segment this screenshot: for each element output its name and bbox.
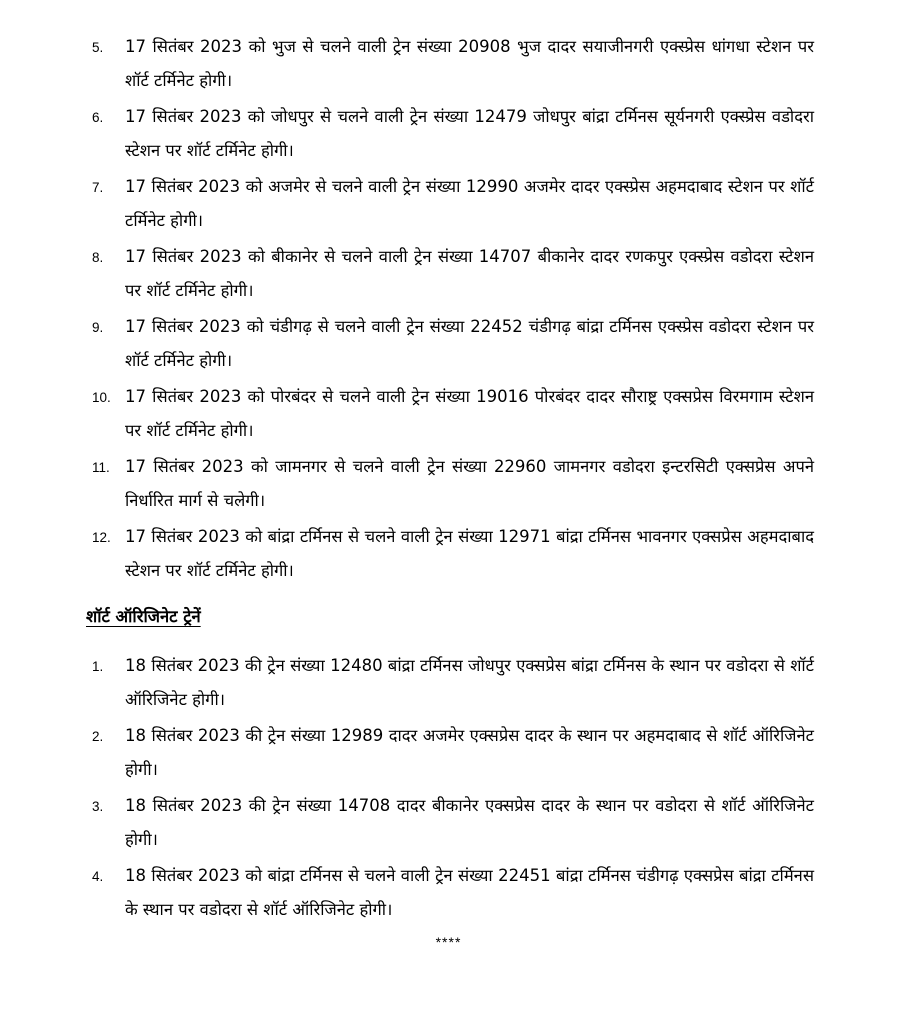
short-terminate-list bbox=[92, 30, 814, 590]
item-text: 18 सितंबर 2023 को बांद्रा टर्मिनस से चलने वाली ट्रेन संख्या 22451 बांद्रा टर्मिनस चंडीगढ़ एक्सप्रेस बांद्रा टर्मिनस के स्थान पर वडोदरा से शॉर्ट ऑरिजिनेट होगी। bbox=[125, 866, 814, 919]
item-text: 17 सितंबर 2023 को चंडीगढ़ से चलने वाली ट्रेन संख्या 22452 चंडीगढ़ बांद्रा टर्मिनस एक्स्प्रेस वडोदरा स्टेशन पर शॉर्ट टर्मिनेट होगी। bbox=[125, 317, 814, 370]
item-number: 3. bbox=[92, 799, 104, 814]
short-originate-list bbox=[92, 649, 814, 929]
item-number: 7. bbox=[92, 180, 104, 195]
item-number: 9. bbox=[92, 320, 104, 335]
item-text: 17 सितंबर 2023 को भुज से चलने वाली ट्रेन संख्या 20908 भुज दादर सयाजीनगरी एक्स्प्रेस धांगधा स्टेशन पर शॉर्ट टर्मिनेट होगी। bbox=[125, 37, 814, 90]
item-text: 17 सितंबर 2023 को बीकानेर से चलने वाली ट्रेन संख्या 14707 बीकानेर दादर रणकपुर एक्स्प्रेस वडोदरा स्टेशन पर शॉर्ट टर्मिनेट होगी। bbox=[125, 247, 814, 300]
list-item bbox=[92, 240, 814, 308]
item-text: 17 सितंबर 2023 को बांद्रा टर्मिनस से चलने वाली ट्रेन संख्या 12971 बांद्रा टर्मिनस भावनगर एक्सप्रेस अहमदाबाद स्टेशन पर शॉर्ट टर्मिनेट होगी। bbox=[125, 527, 814, 580]
item-number: 8. bbox=[92, 250, 104, 265]
list-item bbox=[92, 100, 814, 168]
list-item bbox=[92, 649, 814, 717]
item-number: 5. bbox=[92, 40, 104, 55]
list-item bbox=[92, 859, 814, 927]
list-item bbox=[92, 520, 814, 588]
item-number: 2. bbox=[92, 729, 104, 744]
item-text: 17 सितंबर 2023 को अजमेर से चलने वाली ट्रेन संख्या 12990 अजमेर दादर एक्स्प्रेस अहमदाबाद स्टेशन पर शॉर्ट टर्मिनेट होगी। bbox=[125, 177, 814, 230]
list-item bbox=[92, 450, 814, 518]
list-item bbox=[92, 310, 814, 378]
item-number: 4. bbox=[92, 869, 104, 884]
item-text: 18 सितंबर 2023 की ट्रेन संख्या 14708 दादर बीकानेर एक्सप्रेस दादर के स्थान पर वडोदरा से शॉर्ट ऑरिजिनेट होगी। bbox=[125, 796, 814, 849]
item-text: 18 सितंबर 2023 की ट्रेन संख्या 12989 दादर अजमेर एक्सप्रेस दादर के स्थान पर अहमदाबाद से शॉर्ट ऑरिजिनेट होगी। bbox=[125, 726, 814, 779]
item-number: 11. bbox=[92, 460, 110, 475]
item-text: 17 सितंबर 2023 को पोरबंदर से चलने वाली ट्रेन संख्या 19016 पोरबंदर दादर सौराष्ट्र एक्सप्रेस विरमगाम स्टेशन पर शॉर्ट टर्मिनेट होगी। bbox=[125, 387, 814, 440]
item-number: 6. bbox=[92, 110, 104, 125]
section-heading: शॉर्ट ऑरिजिनेट ट्रेनें bbox=[86, 607, 201, 626]
item-text: 17 सितंबर 2023 को जामनगर से चलने वाली ट्रेन संख्या 22960 जामनगर वडोदरा इन्टरसिटी एक्सप्रेस अपने निर्धारित मार्ग से चलेगी। bbox=[125, 457, 814, 510]
item-number: 10. bbox=[92, 390, 111, 405]
item-number: 12. bbox=[92, 530, 111, 545]
list-item bbox=[92, 30, 814, 98]
list-item bbox=[92, 719, 814, 787]
list-item bbox=[92, 380, 814, 448]
list-item bbox=[92, 170, 814, 238]
item-text: 17 सितंबर 2023 को जोधपुर से चलने वाली ट्रेन संख्या 12479 जोधपुर बांद्रा टर्मिनस सूर्यनगरी एक्स्प्रेस वडोदरा स्टेशन पर शॉर्ट टर्मिनेट होगी। bbox=[125, 107, 814, 160]
item-number: 1. bbox=[92, 659, 104, 674]
end-marker: **** bbox=[435, 934, 462, 950]
list-item bbox=[92, 789, 814, 857]
item-text: 18 सितंबर 2023 की ट्रेन संख्या 12480 बांद्रा टर्मिनस जोधपुर एक्सप्रेस बांद्रा टर्मिनस के स्थान पर वडोदरा से शॉर्ट ऑरिजिनेट होगी। bbox=[125, 656, 814, 709]
